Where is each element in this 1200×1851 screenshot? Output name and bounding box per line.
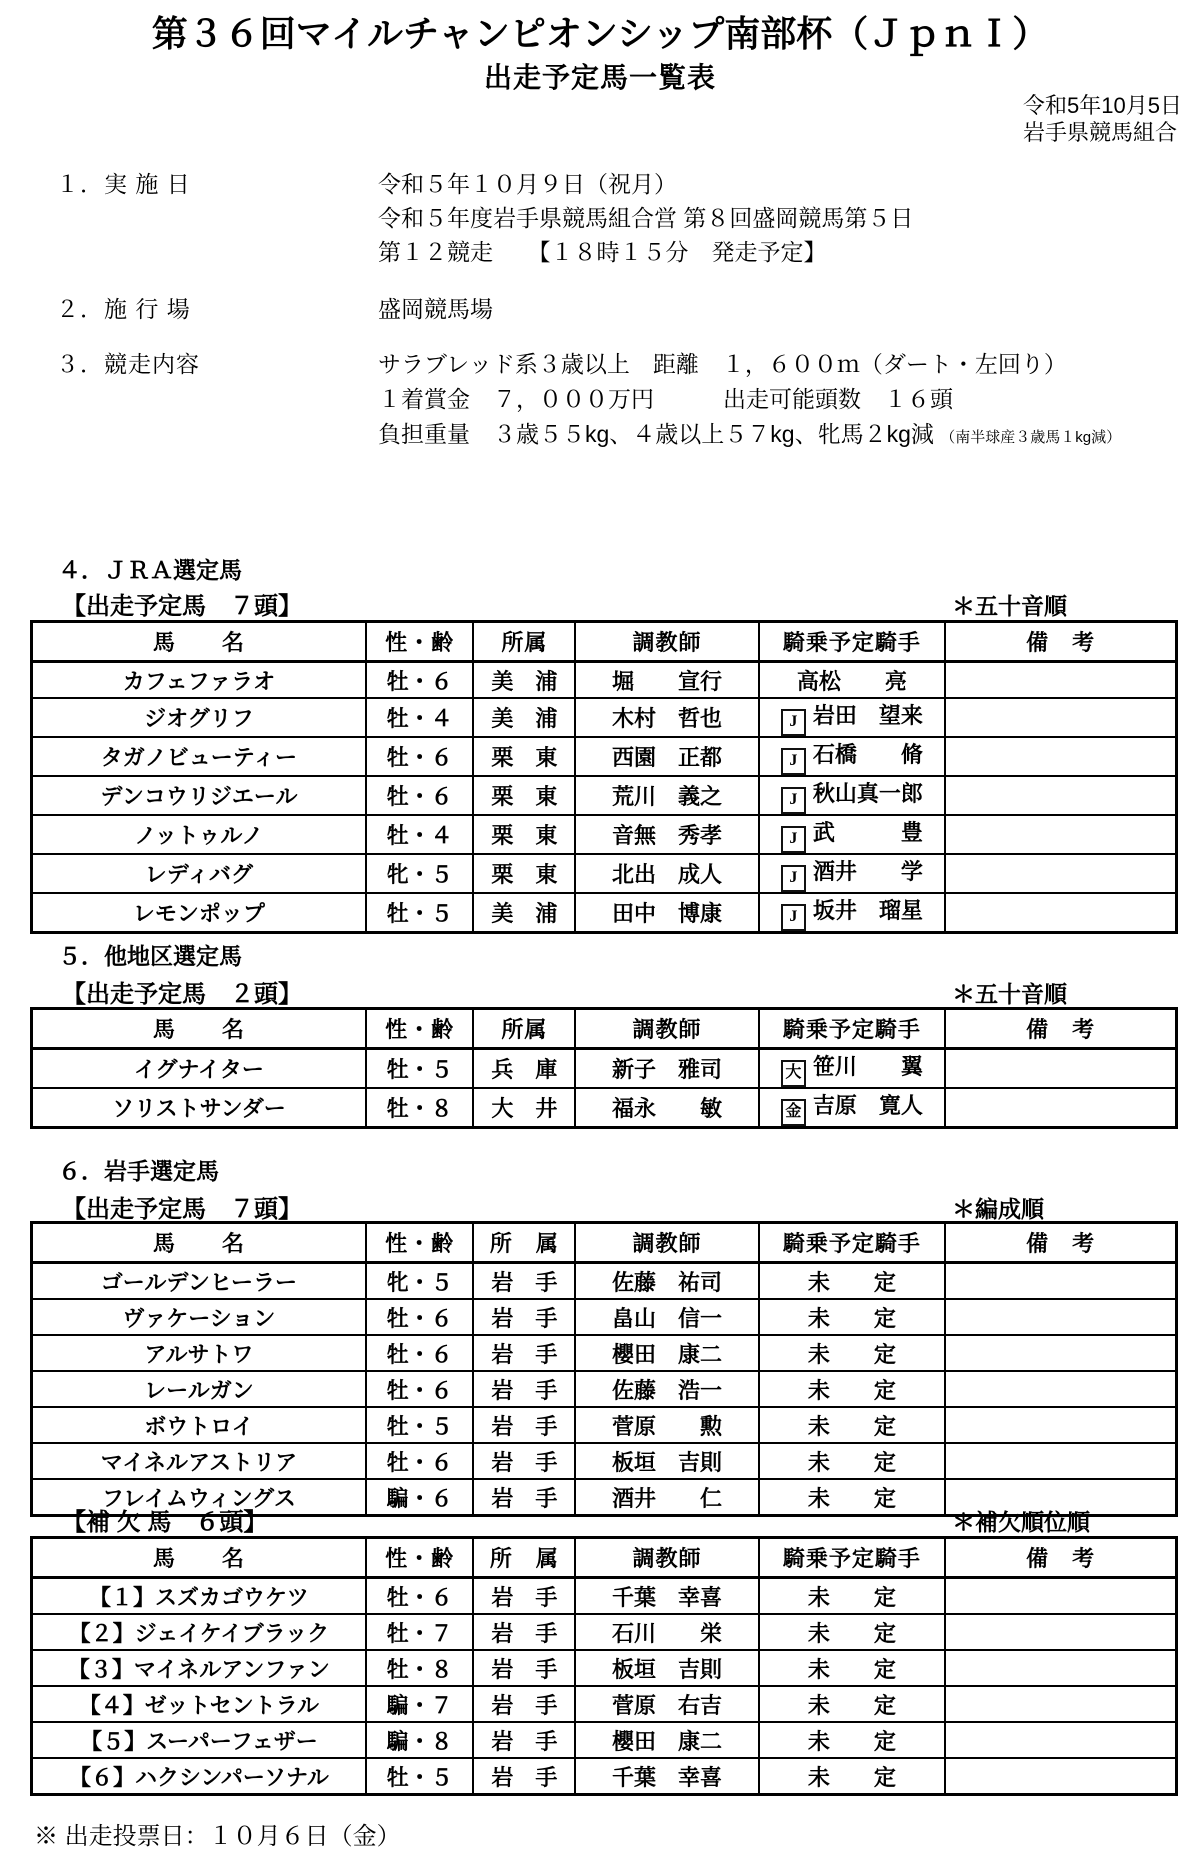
table-iwate-host — [30, 1221, 1178, 1517]
note-cell — [945, 1049, 1176, 1089]
jockey-cell: 未 定 — [759, 1686, 946, 1722]
trainer-cell: 西園 正都 — [575, 737, 758, 776]
horse-name-cell: レールガン — [32, 1371, 366, 1407]
section-3-line: サラブレッド系３歳以上 距離 １，６００ｍ（ダート・左回り） — [378, 351, 1067, 377]
jockey-cell: 未 定 — [759, 1479, 946, 1516]
note-cell — [945, 1299, 1176, 1335]
affiliation-cell: 美 浦 — [473, 698, 575, 737]
horse-name-cell: 【３】マイネルアンファン — [32, 1650, 366, 1686]
column-header: 馬 名 — [32, 1009, 366, 1049]
column-header: 調教師 — [575, 1223, 758, 1263]
horse-table-1 — [30, 1007, 1178, 1129]
affiliation-cell: 岩 手 — [473, 1263, 575, 1300]
sex-age-cell: 牡・８ — [366, 1650, 474, 1686]
page-subtitle: 出走予定馬一覧表 — [483, 63, 716, 94]
column-header: 調教師 — [575, 1009, 758, 1049]
table-row — [32, 1371, 1177, 1407]
affiliation-cell: 岩 手 — [473, 1578, 575, 1615]
horse-name-cell: デンコウリジエール — [32, 776, 366, 815]
jockey-name: 武 豊 — [812, 820, 923, 845]
horse-name-cell: イグナイター — [32, 1049, 366, 1089]
section-4-heading: ４．ＪＲＡ選定馬 — [58, 557, 242, 583]
sex-age-cell: 牡・４ — [366, 815, 474, 854]
section-1-line: 令和５年１０月９日（祝月） — [378, 171, 677, 197]
jockey-cell: 未 定 — [759, 1758, 946, 1795]
horse-name-cell: ゴールデンヒーラー — [32, 1263, 366, 1300]
sex-age-cell: 牡・５ — [366, 1407, 474, 1443]
table-row — [32, 1088, 1177, 1128]
jockey-name: 岩田 望来 — [812, 703, 923, 728]
section-2-label: ２．施 行 場 — [56, 296, 191, 322]
sex-age-cell: 牡・６ — [366, 1443, 474, 1479]
table-row — [32, 1263, 1177, 1300]
table-row — [32, 1335, 1177, 1371]
jockey-affiliation-mark: J — [781, 865, 806, 892]
jockey-cell: 未 定 — [759, 1722, 946, 1758]
affiliation-cell: 岩 手 — [473, 1722, 575, 1758]
affiliation-cell: 栗 東 — [473, 815, 575, 854]
sex-age-cell: 牡・５ — [366, 893, 474, 933]
horse-name-cell: 【２】ジェイケイブラック — [32, 1614, 366, 1650]
table-row — [32, 1650, 1177, 1686]
jockey-affiliation-mark: J — [781, 748, 806, 775]
trainer-cell: 櫻田 康二 — [575, 1722, 758, 1758]
sex-age-cell: 牡・５ — [366, 1758, 474, 1795]
horse-name-cell: ソリストサンダー — [32, 1088, 366, 1128]
column-header: 備 考 — [945, 1538, 1176, 1578]
column-header: 騎乗予定騎手 — [759, 1538, 946, 1578]
table-jra-host — [30, 620, 1178, 934]
jockey-cell — [759, 737, 946, 776]
trainer-cell: 荒川 義之 — [575, 776, 758, 815]
table-header-row — [32, 1538, 1177, 1578]
table-reserve-subheading: 【補 欠 馬 ６頭】 — [62, 1509, 268, 1536]
column-header: 性・齢 — [366, 1223, 474, 1263]
table-iwate-subheading: 【出走予定馬 ７頭】 — [62, 1196, 302, 1223]
table-row — [32, 1443, 1177, 1479]
sex-age-cell: 牡・６ — [366, 1335, 474, 1371]
jockey-cell: 未 定 — [759, 1407, 946, 1443]
table-row — [32, 698, 1177, 737]
table-row — [32, 737, 1177, 776]
sex-age-cell: 牡・６ — [366, 737, 474, 776]
column-header: 性・齢 — [366, 622, 474, 662]
horse-table-3 — [30, 1536, 1178, 1796]
table-header-row — [32, 1223, 1177, 1263]
jockey-name: 坂井 瑠星 — [812, 898, 923, 923]
table-other-region-order-note: ＊五十音順 — [952, 981, 1067, 1007]
jockey-cell — [759, 698, 946, 737]
affiliation-cell: 岩 手 — [473, 1443, 575, 1479]
table-row — [32, 1407, 1177, 1443]
trainer-cell: 菅原 右吉 — [575, 1686, 758, 1722]
affiliation-cell: 岩 手 — [473, 1479, 575, 1516]
sex-age-cell: 牡・６ — [366, 1299, 474, 1335]
weight-text: 負担重量 ３歳５５kg、４歳以上５７kg、牝馬２kg減 — [378, 421, 941, 447]
note-cell — [945, 1263, 1176, 1300]
column-header: 馬 名 — [32, 622, 366, 662]
horse-table-2 — [30, 1221, 1178, 1517]
table-row — [32, 854, 1177, 893]
trainer-cell: 菅原 勲 — [575, 1407, 758, 1443]
jockey-cell: 未 定 — [759, 1578, 946, 1615]
affiliation-cell: 美 浦 — [473, 662, 575, 699]
column-header: 所属 — [473, 1009, 575, 1049]
note-cell — [945, 698, 1176, 737]
jockey-affiliation-mark: 金 — [781, 1099, 806, 1126]
trainer-cell: 石川 栄 — [575, 1614, 758, 1650]
weight-note: （南半球産３歳馬１kg減） — [940, 429, 1122, 446]
trainer-cell: 音無 秀孝 — [575, 815, 758, 854]
section-1-line: 令和５年度岩手県競馬組合営 第８回盛岡競馬第５日 — [378, 205, 914, 231]
affiliation-cell: 栗 東 — [473, 776, 575, 815]
horse-name-cell: 【６】ハクシンパーソナル — [32, 1758, 366, 1795]
jockey-name: 笹川 翼 — [812, 1054, 923, 1079]
doc-date: 令和5年10月5日 — [1023, 93, 1182, 118]
jockey-cell — [759, 1049, 946, 1089]
affiliation-cell: 大 井 — [473, 1088, 575, 1128]
column-header: 所属 — [473, 622, 575, 662]
table-jra-subheading: 【出走予定馬 ７頭】 — [62, 593, 302, 620]
column-header: 備 考 — [945, 1009, 1176, 1049]
trainer-cell: 福永 敏 — [575, 1088, 758, 1128]
jockey-affiliation-mark: J — [781, 709, 806, 736]
affiliation-cell: 栗 東 — [473, 737, 575, 776]
horse-name-cell: ヴァケーション — [32, 1299, 366, 1335]
note-cell — [945, 1722, 1176, 1758]
affiliation-cell: 岩 手 — [473, 1686, 575, 1722]
table-reserve-host — [30, 1536, 1178, 1796]
trainer-cell: 板垣 吉則 — [575, 1443, 758, 1479]
table-jra-order-note: ＊五十音順 — [952, 593, 1067, 619]
horse-name-cell: マイネルアストリア — [32, 1443, 366, 1479]
trainer-cell: 千葉 幸喜 — [575, 1578, 758, 1615]
horse-name-cell: アルサトワ — [32, 1335, 366, 1371]
table-row — [32, 1049, 1177, 1089]
affiliation-cell: 美 浦 — [473, 893, 575, 933]
horse-name-cell: レディバグ — [32, 854, 366, 893]
table-row — [32, 1722, 1177, 1758]
column-header: 所 属 — [473, 1538, 575, 1578]
jockey-affiliation-mark: J — [781, 826, 806, 853]
section-3-weight-line — [378, 416, 1121, 449]
trainer-cell: 田中 博康 — [575, 893, 758, 933]
jockey-cell: 未 定 — [759, 1335, 946, 1371]
jockey-affiliation-mark: J — [781, 904, 806, 931]
section-1-label: １．実 施 日 — [56, 171, 191, 197]
table-iwate-order-note: ＊編成順 — [952, 1196, 1044, 1222]
trainer-cell: 佐藤 浩一 — [575, 1371, 758, 1407]
column-header: 調教師 — [575, 622, 758, 662]
trainer-cell: 新子 雅司 — [575, 1049, 758, 1089]
section-5-heading: ５．他地区選定馬 — [58, 943, 242, 969]
note-cell — [945, 1371, 1176, 1407]
jockey-cell: 高松 亮 — [759, 662, 946, 699]
horse-name-cell: フレイムウィングス — [32, 1479, 366, 1516]
note-cell — [945, 1578, 1176, 1615]
table-row — [32, 1686, 1177, 1722]
jockey-name: 秋山真一郎 — [812, 781, 923, 806]
horse-name-cell: 【４】ゼットセントラル — [32, 1686, 366, 1722]
note-cell — [945, 1614, 1176, 1650]
table-row — [32, 1758, 1177, 1795]
jockey-cell — [759, 815, 946, 854]
trainer-cell: 櫻田 康二 — [575, 1335, 758, 1371]
horse-name-cell: ジオグリフ — [32, 698, 366, 737]
horse-table-0 — [30, 620, 1178, 934]
column-header: 備 考 — [945, 1223, 1176, 1263]
entry-voting-date-note: ※ 出走投票日：１０月６日（金） — [34, 1823, 401, 1850]
horse-name-cell: 【５】スーパーフェザー — [32, 1722, 366, 1758]
note-cell — [945, 1088, 1176, 1128]
note-cell — [945, 737, 1176, 776]
note-cell — [945, 776, 1176, 815]
jockey-cell — [759, 1088, 946, 1128]
section-3-label: ３．競走内容 — [56, 351, 200, 377]
note-cell — [945, 1335, 1176, 1371]
affiliation-cell: 栗 東 — [473, 854, 575, 893]
jockey-name: 酒井 学 — [812, 859, 923, 884]
sex-age-cell: 牝・５ — [366, 854, 474, 893]
affiliation-cell: 岩 手 — [473, 1407, 575, 1443]
note-cell — [945, 893, 1176, 933]
note-cell — [945, 662, 1176, 699]
table-reserve-order-note: ＊補欠順位順 — [952, 1509, 1090, 1535]
column-header: 調教師 — [575, 1538, 758, 1578]
sex-age-cell: 騙・８ — [366, 1722, 474, 1758]
jockey-cell: 未 定 — [759, 1299, 946, 1335]
table-row — [32, 776, 1177, 815]
sex-age-cell: 牡・６ — [366, 1371, 474, 1407]
table-row — [32, 1299, 1177, 1335]
trainer-cell: 板垣 吉則 — [575, 1650, 758, 1686]
jockey-affiliation-mark: J — [781, 787, 806, 814]
sex-age-cell: 牡・６ — [366, 1578, 474, 1615]
trainer-cell: 佐藤 祐司 — [575, 1263, 758, 1300]
trainer-cell: 畠山 信一 — [575, 1299, 758, 1335]
table-row — [32, 893, 1177, 933]
jockey-name: 石橋 脩 — [812, 742, 923, 767]
note-cell — [945, 854, 1176, 893]
affiliation-cell: 岩 手 — [473, 1371, 575, 1407]
jockey-cell — [759, 854, 946, 893]
jockey-cell — [759, 776, 946, 815]
horse-name-cell: カフェファラオ — [32, 662, 366, 699]
note-cell — [945, 1686, 1176, 1722]
column-header: 性・齢 — [366, 1538, 474, 1578]
sex-age-cell: 騙・６ — [366, 1479, 474, 1516]
sex-age-cell: 牡・６ — [366, 662, 474, 699]
note-cell — [945, 1443, 1176, 1479]
jockey-name: 吉原 寛人 — [812, 1093, 923, 1118]
horse-name-cell: タガノビューティー — [32, 737, 366, 776]
jockey-cell: 未 定 — [759, 1263, 946, 1300]
affiliation-cell: 岩 手 — [473, 1650, 575, 1686]
affiliation-cell: 岩 手 — [473, 1758, 575, 1795]
note-cell — [945, 1407, 1176, 1443]
affiliation-cell: 岩 手 — [473, 1299, 575, 1335]
sex-age-cell: 騙・７ — [366, 1686, 474, 1722]
affiliation-cell: 岩 手 — [473, 1614, 575, 1650]
jockey-cell: 未 定 — [759, 1371, 946, 1407]
horse-name-cell: ボウトロイ — [32, 1407, 366, 1443]
table-other-region-host — [30, 1007, 1178, 1129]
table-other-region-subheading: 【出走予定馬 ２頭】 — [62, 981, 302, 1008]
trainer-cell: 堀 宣行 — [575, 662, 758, 699]
sex-age-cell: 牡・６ — [366, 776, 474, 815]
table-row — [32, 1578, 1177, 1615]
affiliation-cell: 岩 手 — [473, 1335, 575, 1371]
sex-age-cell: 牡・８ — [366, 1088, 474, 1128]
jockey-cell: 未 定 — [759, 1614, 946, 1650]
column-header: 備 考 — [945, 622, 1176, 662]
trainer-cell: 北出 成人 — [575, 854, 758, 893]
jockey-cell — [759, 893, 946, 933]
column-header: 馬 名 — [32, 1538, 366, 1578]
section-3-line: １着賞金 ７，０００万円 出走可能頭数 １６頭 — [378, 386, 953, 412]
trainer-cell: 木村 哲也 — [575, 698, 758, 737]
table-row — [32, 815, 1177, 854]
trainer-cell: 酒井 仁 — [575, 1479, 758, 1516]
sex-age-cell: 牡・５ — [366, 1049, 474, 1089]
note-cell — [945, 1758, 1176, 1795]
trainer-cell: 千葉 幸喜 — [575, 1758, 758, 1795]
table-header-row — [32, 1009, 1177, 1049]
document-meta — [1023, 92, 1182, 146]
sex-age-cell: 牡・７ — [366, 1614, 474, 1650]
jockey-affiliation-mark: 大 — [781, 1060, 806, 1087]
table-row — [32, 1614, 1177, 1650]
jockey-cell: 未 定 — [759, 1443, 946, 1479]
table-row — [32, 662, 1177, 699]
note-cell — [945, 815, 1176, 854]
section-6-heading: ６．岩手選定馬 — [58, 1158, 219, 1184]
column-header: 性・齢 — [366, 1009, 474, 1049]
sex-age-cell: 牝・５ — [366, 1263, 474, 1300]
section-2-line: 盛岡競馬場 — [378, 296, 493, 322]
horse-name-cell: レモンポップ — [32, 893, 366, 933]
note-cell — [945, 1650, 1176, 1686]
column-header: 騎乗予定騎手 — [759, 1009, 946, 1049]
jockey-cell: 未 定 — [759, 1650, 946, 1686]
section-1-line: 第１２競走 【１８時１５分 発走予定】 — [378, 239, 827, 265]
horse-name-cell: ノットゥルノ — [32, 815, 366, 854]
column-header: 馬 名 — [32, 1223, 366, 1263]
horse-name-cell: 【１】スズカゴウケツ — [32, 1578, 366, 1615]
doc-organization: 岩手県競馬組合 — [1023, 120, 1178, 145]
column-header: 騎乗予定騎手 — [759, 622, 946, 662]
column-header: 所 属 — [473, 1223, 575, 1263]
column-header: 騎乗予定騎手 — [759, 1223, 946, 1263]
affiliation-cell: 兵 庫 — [473, 1049, 575, 1089]
table-header-row — [32, 622, 1177, 662]
page-title: 第３６回マイルチャンピオンシップ南部杯（ＪｐｎＩ） — [151, 14, 1049, 54]
sex-age-cell: 牡・４ — [366, 698, 474, 737]
